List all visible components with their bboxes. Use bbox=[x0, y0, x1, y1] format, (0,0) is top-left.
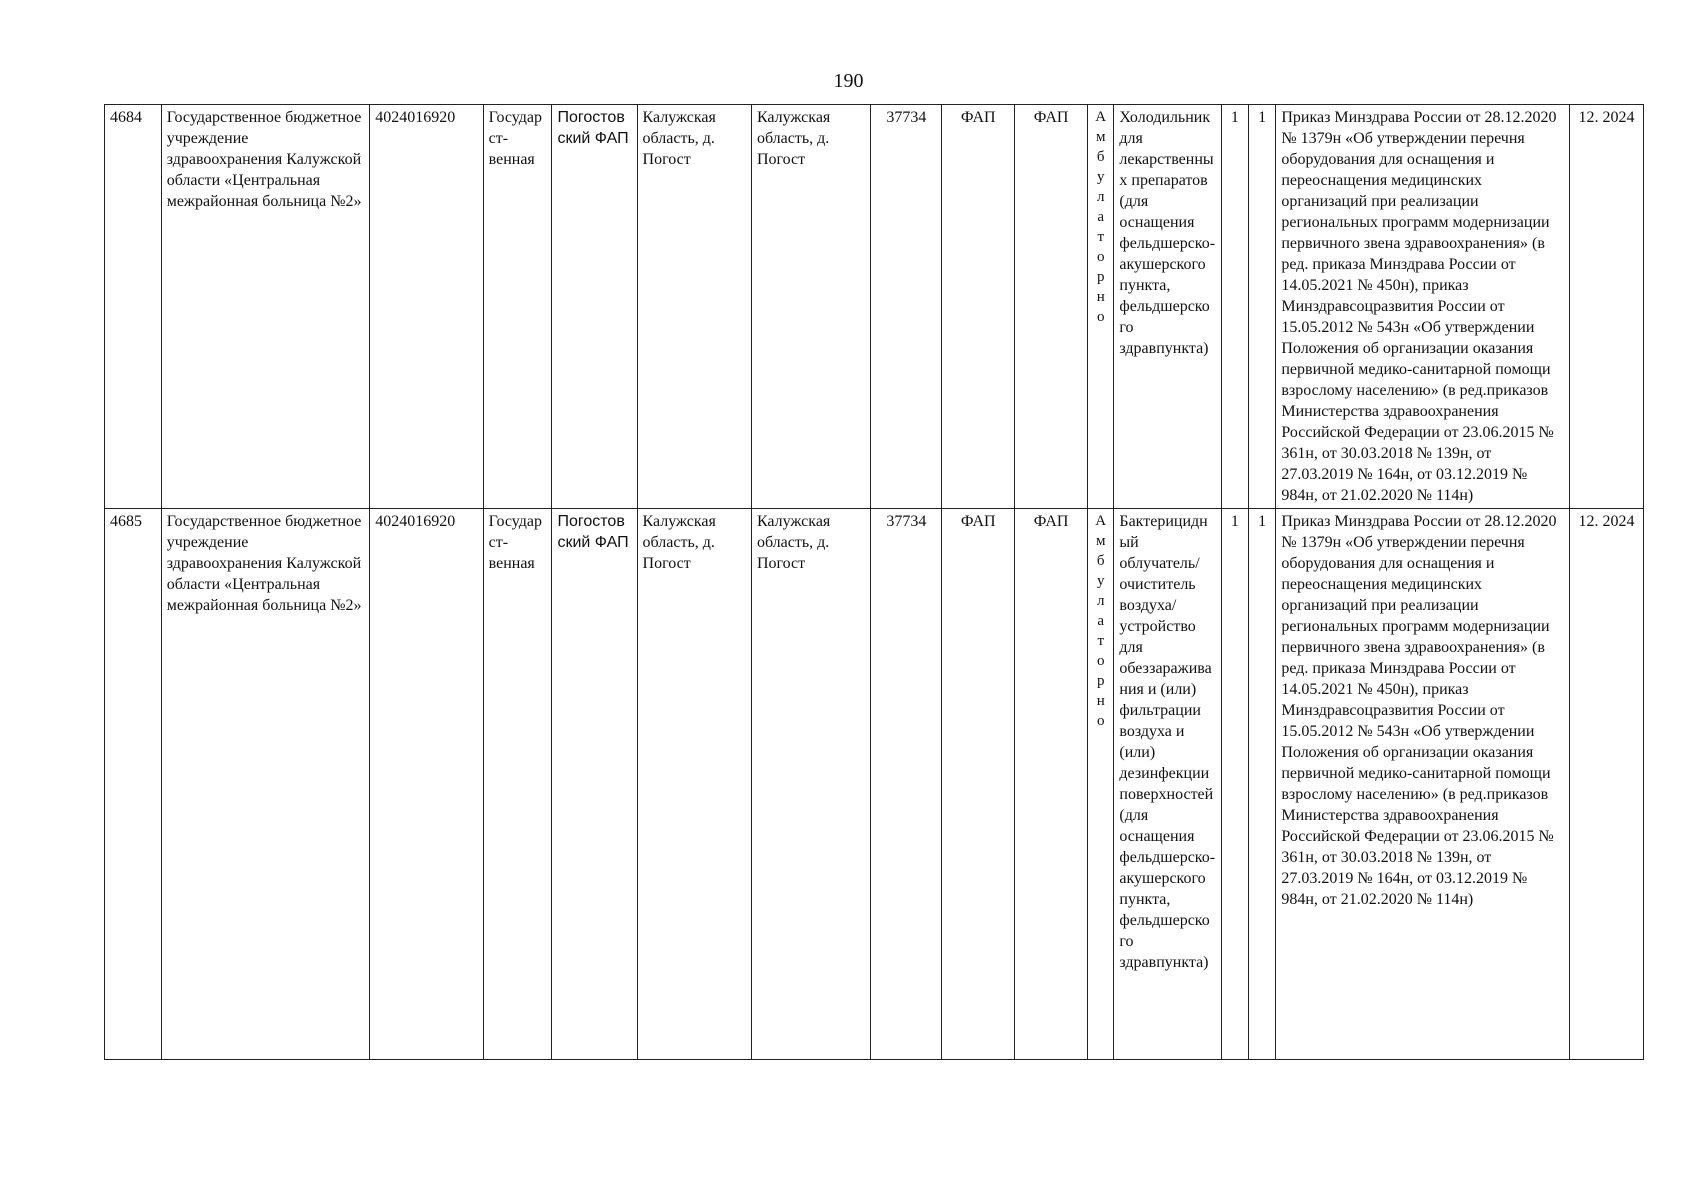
care-mode-letter: а bbox=[1097, 209, 1105, 225]
ownership-cell: Государст-венная bbox=[483, 509, 552, 1060]
quantity-cell: 1 bbox=[1221, 105, 1248, 509]
facility-type-cell: ФАП bbox=[942, 509, 1015, 1060]
table-row bbox=[105, 509, 1644, 1060]
care-mode-letter: р bbox=[1096, 673, 1105, 689]
facility-type-cell: ФАП bbox=[1015, 509, 1088, 1060]
care-mode-letter: л bbox=[1096, 593, 1105, 609]
care-mode-cell bbox=[1088, 105, 1114, 509]
care-mode-letter: б bbox=[1096, 553, 1105, 569]
page-number: 190 bbox=[833, 70, 864, 92]
care-mode-letter: м bbox=[1095, 533, 1106, 549]
address-cell: Калужская область, д. Погост bbox=[637, 105, 751, 509]
care-mode-letter: о bbox=[1096, 249, 1105, 265]
legal-basis-cell: Приказ Минздрава России от 28.12.2020 № 1379н «Об утверждении перечня оборудования для оснащения и переоснащения медицинских организаций при реализации региональных программ модернизации первичного звена здравоохранения» (в ред. приказа Минздрава России от 14.05.2021 № 450н), приказ Минздравсоцразвития России от 15.05.2012 № 543н «Об утверждении Положения об организации оказания первичной медико-санитарной помощи взрослому населению» (в ред.приказов Министерства здравоохранения Российской Федерации от 23.06.2015 № 361н, от 30.03.2018 № 139н, от 27.03.2019 № 164н, от 03.12.2019 № 984н, от 21.02.2020 № 114н) bbox=[1276, 509, 1570, 1060]
care-mode-letter: о bbox=[1096, 653, 1105, 669]
care-mode-letter: т bbox=[1097, 229, 1104, 245]
care-mode-letter: р bbox=[1096, 269, 1105, 285]
care-mode-letter: м bbox=[1095, 129, 1106, 145]
care-mode-letter: а bbox=[1097, 613, 1105, 629]
address-cell: Калужская область, д. Погост bbox=[751, 105, 870, 509]
ownership-cell: Государст-венная bbox=[483, 105, 552, 509]
facility-cell: Погостовский ФАП bbox=[552, 509, 637, 1060]
care-mode-letter: А bbox=[1095, 513, 1107, 529]
care-mode-letter: н bbox=[1096, 289, 1105, 305]
legal-basis-cell: Приказ Минздрава России от 28.12.2020 № 1379н «Об утверждении перечня оборудования для оснащения и переоснащения медицинских организаций при реализации региональных программ модернизации первичного звена здравоохранения» (в ред. приказа Минздрава России от 14.05.2021 № 450н), приказ Минздравсоцразвития России от 15.05.2012 № 543н «Об утверждении Положения об организации оказания первичной медико-санитарной помощи взрослому населению» (в ред.приказов Министерства здравоохранения Российской Федерации от 23.06.2015 № 361н, от 30.03.2018 № 139н, от 27.03.2019 № 164н, от 03.12.2019 № 984н, от 21.02.2020 № 114н) bbox=[1276, 105, 1570, 509]
care-mode-letter: А bbox=[1095, 109, 1107, 125]
row-number: 4684 bbox=[105, 105, 162, 509]
care-mode-letter: н bbox=[1096, 693, 1105, 709]
row-number: 4685 bbox=[105, 509, 162, 1060]
equipment-cell: Холодильник для лекарственных препаратов (для оснащения фельдшерско-акушерского пункта, фельдшерского здравпункта) bbox=[1114, 105, 1221, 509]
care-mode-letter: о bbox=[1096, 309, 1105, 325]
code-cell: 37734 bbox=[871, 105, 942, 509]
registry-table bbox=[104, 104, 1644, 1060]
care-mode-letter: б bbox=[1096, 149, 1105, 165]
quantity-cell: 1 bbox=[1249, 509, 1276, 1060]
quantity-cell: 1 bbox=[1221, 509, 1248, 1060]
code-cell: 37734 bbox=[871, 509, 942, 1060]
inn-cell: 4024016920 bbox=[370, 509, 483, 1060]
quantity-cell: 1 bbox=[1249, 105, 1276, 509]
care-mode-letter: у bbox=[1096, 573, 1105, 589]
facility-type-cell: ФАП bbox=[942, 105, 1015, 509]
inn-cell: 4024016920 bbox=[370, 105, 483, 509]
care-mode-letter: у bbox=[1096, 169, 1105, 185]
care-mode-letter: т bbox=[1097, 633, 1104, 649]
care-mode-letter: л bbox=[1096, 189, 1105, 205]
organization-name: Государственное бюджетное учреждение здравоохранения Калужской области «Центральная межрайонная больница №2» bbox=[161, 105, 370, 509]
facility-cell: Погостовский ФАП bbox=[552, 105, 637, 509]
organization-name: Государственное бюджетное учреждение здравоохранения Калужской области «Центральная межрайонная больница №2» bbox=[161, 509, 370, 1060]
care-mode-letter: о bbox=[1096, 713, 1105, 729]
deadline-cell: 12. 2024 bbox=[1569, 509, 1643, 1060]
address-cell: Калужская область, д. Погост bbox=[637, 509, 751, 1060]
care-mode-cell bbox=[1088, 509, 1114, 1060]
equipment-cell: Бактерицидный облучатель/очиститель воздуха/устройство для обеззараживания и (или) фильтрации воздуха и (или) дезинфекции поверхностей (для оснащения фельдшерско-акушерского пункта, фельдшерского здравпункта) bbox=[1114, 509, 1221, 1060]
table-row bbox=[105, 105, 1644, 509]
deadline-cell: 12. 2024 bbox=[1569, 105, 1643, 509]
address-cell: Калужская область, д. Погост bbox=[751, 509, 870, 1060]
facility-type-cell: ФАП bbox=[1015, 105, 1088, 509]
